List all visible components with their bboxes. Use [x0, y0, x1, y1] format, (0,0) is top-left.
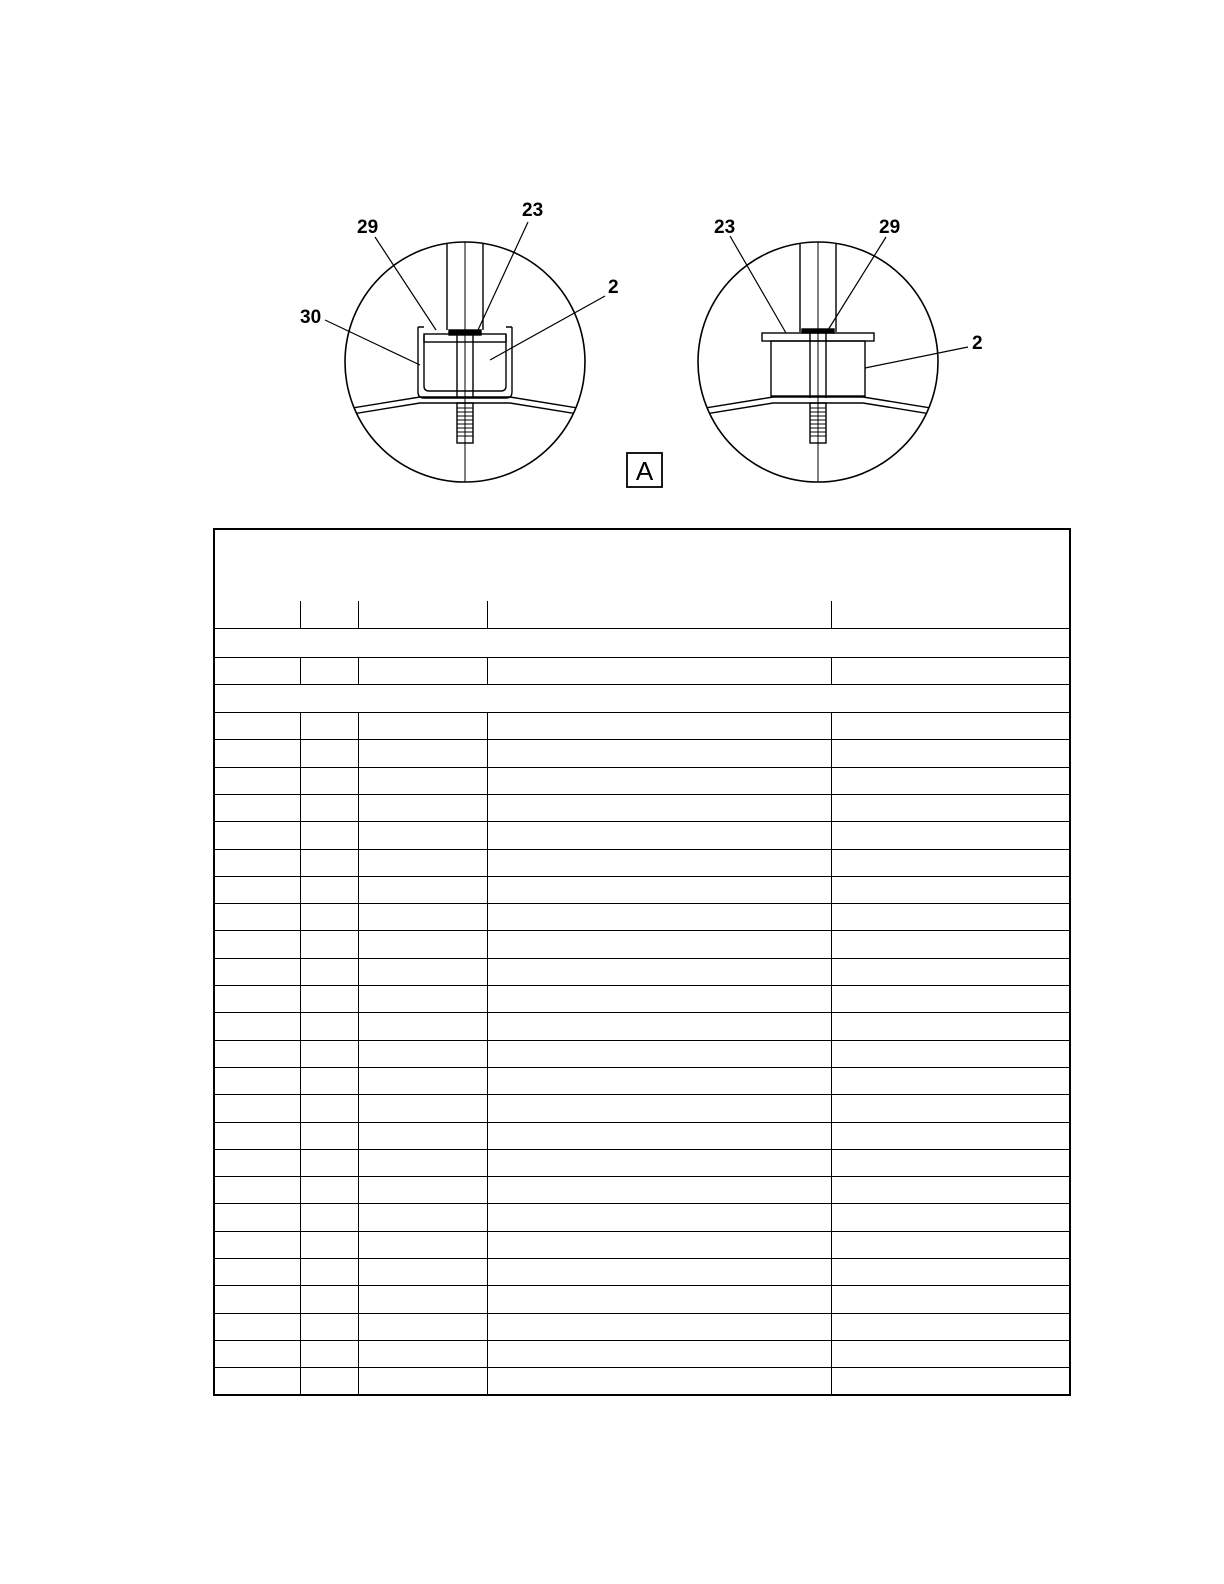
right-callout-2: 2 — [972, 333, 983, 354]
left-detail-drawing — [340, 240, 590, 485]
table-row-rule — [215, 1149, 1069, 1150]
table-row-rule — [215, 794, 1069, 795]
right-detail-drawing — [693, 240, 943, 485]
table-row-rule — [215, 1040, 1069, 1041]
table-column-divider — [300, 712, 301, 1394]
left-callout-2: 2 — [608, 277, 619, 298]
table-column-divider — [831, 657, 832, 684]
table-row-rule — [215, 1067, 1069, 1068]
table-row-rule — [215, 767, 1069, 768]
table-row-rule — [215, 1176, 1069, 1177]
table-row-rule — [215, 1203, 1069, 1204]
table-column-divider — [300, 657, 301, 684]
table-row-rule — [215, 1340, 1069, 1341]
view-label-text: A — [635, 456, 654, 486]
left-callout-29: 29 — [357, 217, 379, 238]
table-column-divider — [487, 712, 488, 1394]
table-column-divider — [487, 657, 488, 684]
table-row-rule — [215, 1258, 1069, 1259]
table-row-rule — [215, 1012, 1069, 1013]
table-row-rule — [215, 1122, 1069, 1123]
table-row-rule — [215, 930, 1069, 931]
table-row-rule — [215, 684, 1069, 685]
table-row-rule — [215, 958, 1069, 959]
table-column-divider — [831, 712, 832, 1394]
table-row-rule — [215, 985, 1069, 986]
table-row-rule — [215, 876, 1069, 877]
table-row-rule — [215, 1367, 1069, 1368]
table-row-rule — [215, 1313, 1069, 1314]
header-column-divider — [300, 601, 301, 628]
right-detail-view — [693, 217, 983, 485]
table-column-divider — [358, 712, 359, 1394]
table-row-rule — [215, 903, 1069, 904]
table-row-rule — [215, 1231, 1069, 1232]
left-callout-30: 30 — [300, 307, 322, 328]
parts-list-table — [213, 528, 1071, 1396]
table-column-divider — [358, 657, 359, 684]
table-row-rule — [215, 739, 1069, 740]
table-row-rule — [215, 821, 1069, 822]
section-band-rule — [215, 657, 1069, 658]
detail-figure — [0, 0, 1224, 520]
table-row-rule — [215, 1285, 1069, 1286]
right-leader-lines — [730, 236, 968, 368]
header-column-divider — [358, 601, 359, 628]
view-label-box — [627, 453, 662, 487]
left-detail-view — [300, 200, 619, 485]
table-row-rule — [215, 712, 1069, 713]
right-callout-29: 29 — [879, 217, 901, 238]
header-rule — [215, 628, 1069, 629]
table-row-rule — [215, 849, 1069, 850]
header-column-divider — [487, 601, 488, 628]
table-row-rule — [215, 1094, 1069, 1095]
left-callout-23: 23 — [522, 200, 544, 221]
header-column-divider — [831, 601, 832, 628]
right-callout-23: 23 — [714, 217, 736, 238]
